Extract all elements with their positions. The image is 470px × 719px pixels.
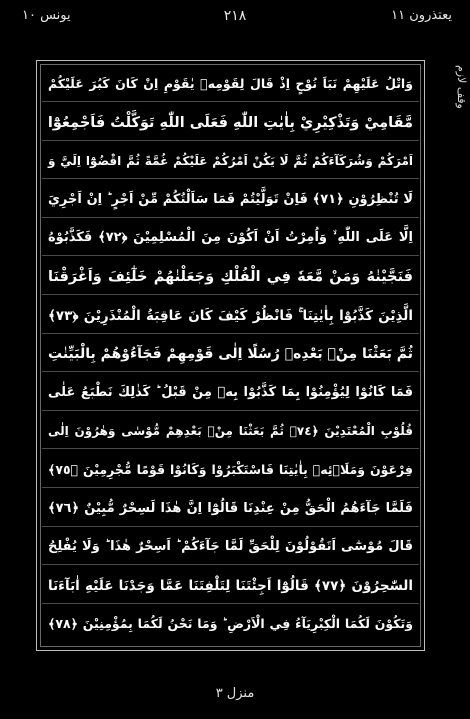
text-line: وَتَكُوْنَ لَكُمَا الْكِبْرِيَآءُ فِي الْاَرْضِ ؕ وَمَا نَحْنُ لَكُمَا بِمُؤْمِنِيْنَ ﴿٧٨﴾ [48,616,413,632]
text-line: وَاتْلُ عَلَيْهِمْ نَبَاَ نُوْحٍ اِذْ قَالَ لِقَوْمِهٖ يٰقَوْمِ اِنْ كَانَ كَبُرَ عَلَيْكُمْ [42,66,419,102]
text-line: فَمَا كَانُوْا لِيُؤْمِنُوْا بِمَا كَذَّبُوْا بِهٖ مِنْ قَبْلُ ؕ كَذٰلِكَ نَطْبَعُ عَلٰى [42,375,419,411]
manzil-footer: منزل ٣ [215,686,255,701]
waqf-margin-note: وقف لازم [455,65,468,109]
text-line: لَا تُنْظِرُوْنِ ﴿٧١﴾ فَاِنْ تَوَلَّيْتُمْ فَمَا سَاَلْتُكُمْ مِّنْ اَجْرٍ ؕ اِنْ اَجْرِيَ [42,182,419,218]
text-line: مَّقَامِيْ وَتَذْكِيْرِيْ بِاٰيٰتِ اللّٰهِ فَعَلَى اللّٰهِ تَوَكَّلْتُ فَاَجْمِعُوْٓا [42,105,419,141]
text-line: قُلُوْبِ الْمُعْتَدِيْنَ ﴿٧٤﴾ ثُمَّ بَعَثْنَا مِنْۢ بَعْدِهِمْ مُّوْسٰى وَهٰرُوْنَ اِلٰى [42,413,419,449]
text-line: الَّذِيْنَ كَذَّبُوْا بِاٰيٰتِنَا ۚ فَانْظُرْ كَيْفَ كَانَ عَاقِبَةُ الْمُنْذَرِيْنَ ﴿٧٣﴾ [42,298,419,334]
text-line: فَلَمَّا جَآءَهُمُ الْحَقُّ مِنْ عِنْدِنَا قَالُوْٓا اِنَّ هٰذَا لَسِحْرٌ مُّبِيْنٌ ﴿٧٦﴾ [42,491,419,527]
text-line: قَالَ مُوْسٰٓى اَتَقُوْلُوْنَ لِلْحَقِّ لَمَّا جَآءَكُمْ ؕ اَسِحْرٌ هٰذَا ؕ وَلَا يُفْلِحُ [42,529,419,565]
surah-name: يونس ١٠ [22,8,71,23]
juz-name: يعتذرون ١١ [391,8,452,23]
text-block [42,66,419,645]
page-number: ٢١٨ [223,8,247,24]
text-line: ثُمَّ بَعَثْنَا مِنْۢ بَعْدِهٖ رُسُلًا اِلٰى قَوْمِهِمْ فَجَآءُوْهُمْ بِالْبَيِّنٰتِ [42,336,419,372]
text-line: اِلَّا عَلَى اللّٰهِ ۙ وَاُمِرْتُ اَنْ اَكُوْنَ مِنَ الْمُسْلِمِيْنَ ﴿٧٢﴾ فَكَذَّبُوْهُ [42,220,419,256]
text-line: فَنَجَّيْنٰهُ وَمَنْ مَّعَهٗ فِي الْفُلْكِ وَجَعَلْنٰهُمْ خَلٰٓئِفَ وَاَغْرَقْنَا [42,259,419,295]
text-line: فِرْعَوْنَ وَمَلَا۠ئِهٖ بِاٰيٰتِنَا فَاسْتَكْبَرُوْا وَكَانُوْا قَوْمًا مُّجْرِمِيْنَ ﴿٧٥﴾ [42,452,419,488]
text-line: اَمْرَكُمْ وَشُرَكَآءَكُمْ ثُمَّ لَا يَكُنْ اَمْرُكُمْ عَلَيْكُمْ غُمَّةً ثُمَّ اقْضُوْٓا اِلَيَّ وَ [42,143,419,179]
text-line: السّٰحِرُوْنَ ﴿٧٧﴾ قَالُوْٓا اَجِئْتَنَا لِتَلْفِتَنَا عَمَّا وَجَدْنَا عَلَيْهِ اٰبَآءَنَا [42,568,419,604]
